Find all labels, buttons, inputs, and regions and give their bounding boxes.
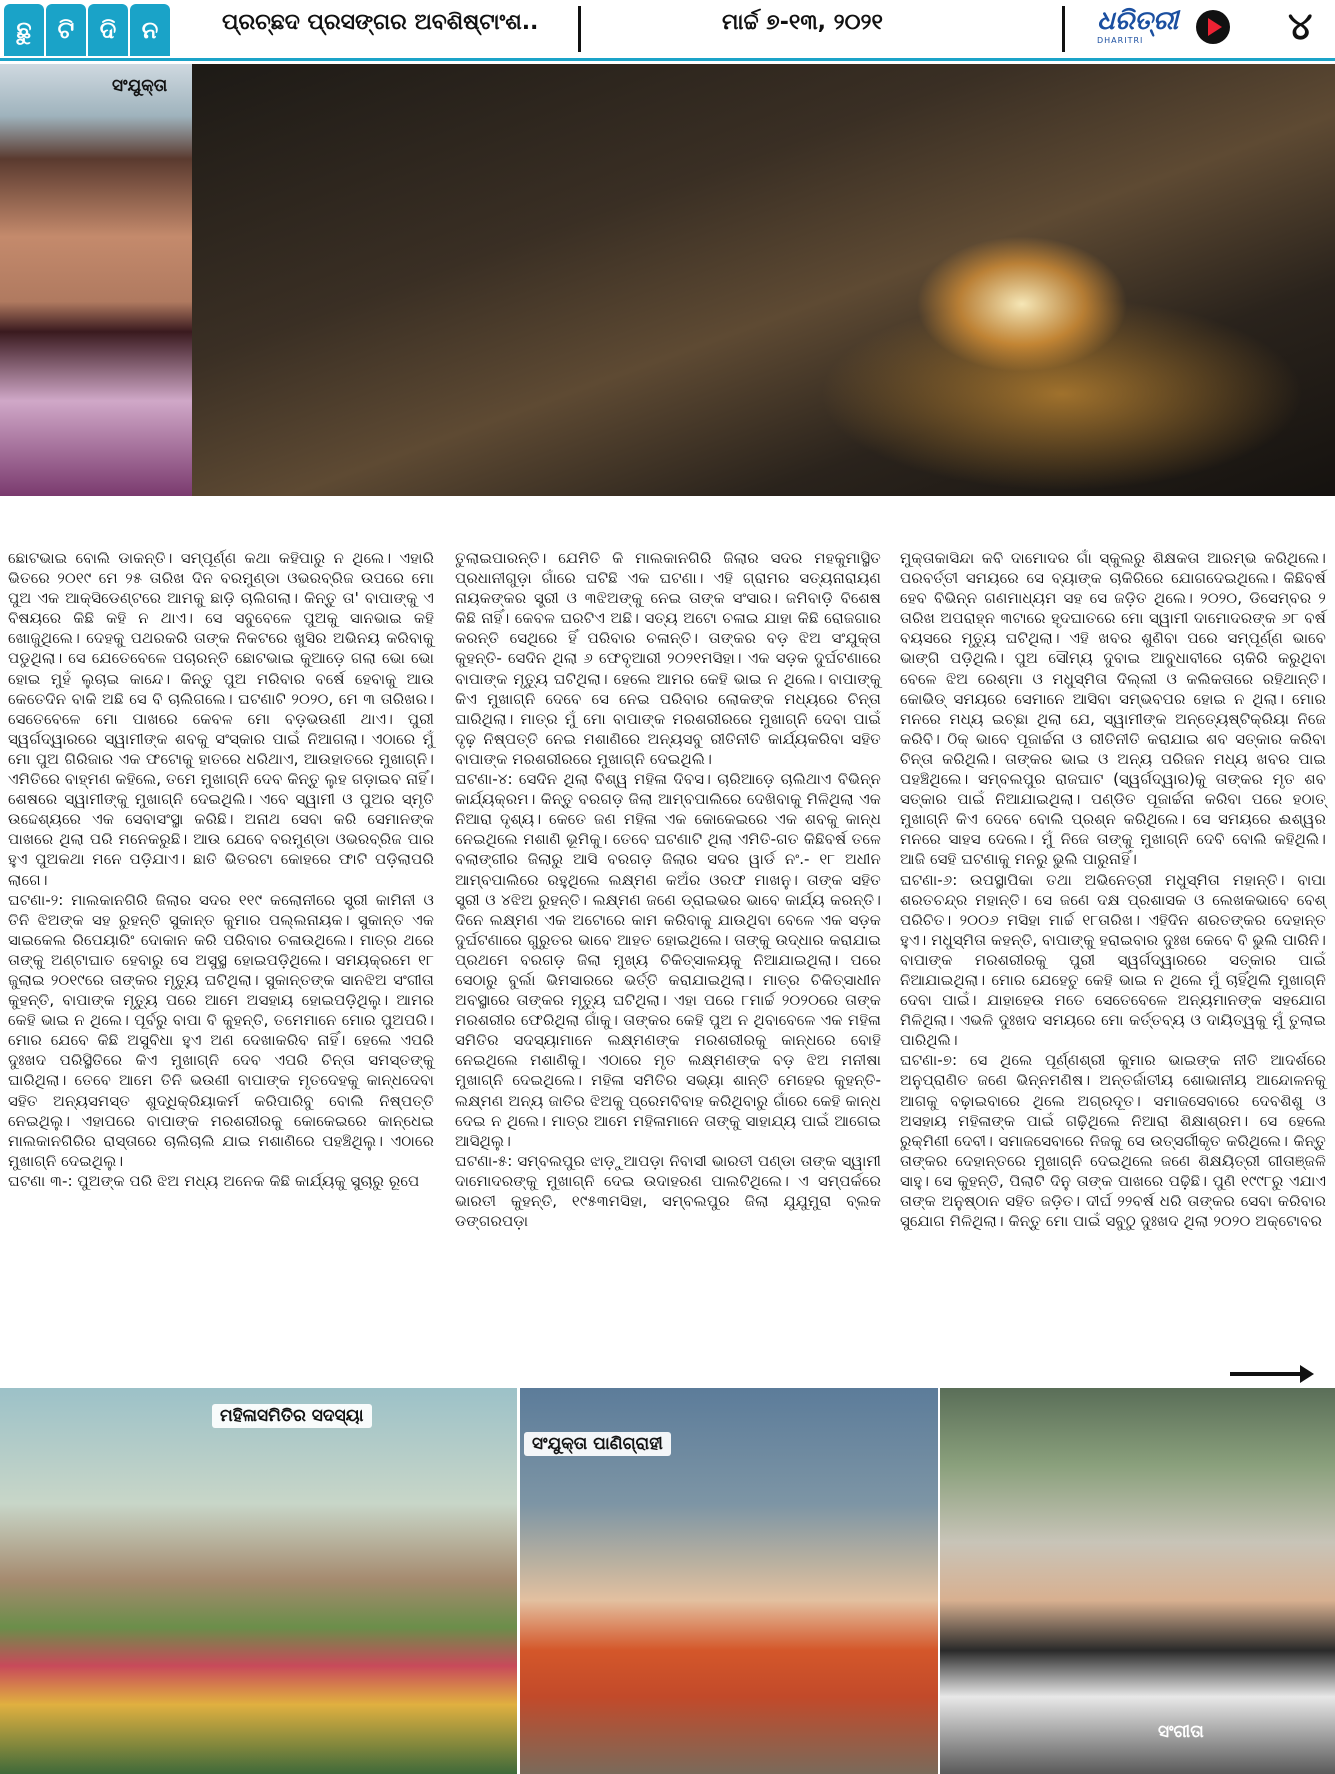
continue-arrow-icon — [1230, 1372, 1310, 1376]
paragraph: ଘଟଣା-୪: ସେଦିନ ଥିଲା ବିଶ୍ୱ ମହିଳା ଦିବସ। ଚାରିଆଡ଼େ ଚାଲିଥାଏ ବିଭିନ୍ନ କାର୍ଯ୍ୟକ୍ରମ। କିନ୍ତୁ ବରଗଡ଼ ଜିଲା ଆମ୍ବପାଲିରେ ଦେଖିବାକୁ ମିଳିଥିଲା ଏକ ନିଆରା ଦୃଶ୍ୟ। କେତେ ଜଣ ମହିଳା ଏକ କୋକେଇରେ ଏକ ଶବକୁ କାନ୍ଧ ନେଇଥିଲେ ମଶାଣି ଭୂମିକୁ। ତେବେ ଘଟଣାଟି ଥିଲା ଏମିତି-ଗତ କିଛିବର୍ଷ ତଳେ ବଲାଙ୍ଗୀର ଜିଲାରୁ ଆସି ବରଗଡ଼ ଜିଲାର ସଦର ୱାର୍ଡ ନଂ.- ୧୮ ଅଧୀନ ଆମ୍ବପାଲିରେ ରହୁଥିଲେ ଲକ୍ଷ୍ମଣ କଅଁର ଓରଫ ମାଖନୁ। ତାଙ୍କ ସହିତ ସ୍ତ୍ରୀ ଓ ୪ଝିଅ ରୁହନ୍ତି। ଲକ୍ଷ୍ମଣ ଜଣେ ଡ୍ରାଇଭର ଭାବେ କାର୍ଯ୍ୟ କରନ୍ତି। ଦିନେ ଲକ୍ଷ୍ମଣ ଏକ ଅଟୋରେ କାମ କରିବାକୁ ଯାଉଥିବା ବେଳେ ଏକ ସଡ଼କ ଦୁର୍ଘଟଣାରେ ଗୁରୁତର ଭାବେ ଆହତ ହୋଇଥିଲେ। ତାଙ୍କୁ ଉଦ୍ଧାର କରାଯାଇ ପ୍ରଥମେ ବରଗଡ଼ ଜିଲା ମୁଖ୍ୟ ଚିକିତ୍ସାଳୟକୁ ନିଆଯାଇଥିଲା। ପରେ ସେଠାରୁ ବୁର୍ଲା ଭିମସାରରେ ଭର୍ତ୍ତି କରାଯାଇଥିଲା। ମାତ୍ର ଚିକିତ୍ସାଧୀନ ଅବସ୍ଥାରେ ତାଙ୍କର ମୃତ୍ୟୁ ଘଟିଥିଲା। ଏହା ପରେ ୮ମାର୍ଚ୍ଚ ୨୦୨୦ରେ ତାଙ୍କ ମରଶରୀର ଫେରିଥିଲା ଗାଁକୁ। ତାଙ୍କର କେହି ପୁଅ ନ ଥିବାବେଳେ ଏକ ମହିଳା ସମିତିର ସଦସ୍ୟାମାନେ ଲକ୍ଷ୍ମଣଙ୍କ ମରଶରୀରକୁ କାନ୍ଧରେ ବୋହି ନେଇଥିଲେ ମଶାଣିକୁ। ଏଠାରେ ମୃତ ଲକ୍ଷ୍ମଣଙ୍କ ବଡ଼ ଝିଅ ମନୀଷା ମୁଖାଗ୍ନି ଦେଇଥିଲେ। ମହିଳା ସମିତିର ସଭ୍ୟା ଶାନ୍ତି ମେହେର କୁହନ୍ତି- ଲକ୍ଷ୍ମଣ ଅନ୍ୟ ଜାତିର ଝିଅକୁ ପ୍ରେମବିବାହ କରିଥିବାରୁ ଗାଁରେ କେହି କାନ୍ଧ ଦେଇ ନ ଥିଲେ। ମାତ୍ର ଆମେ ମହିଳାମାନେ ତାଙ୍କୁ ସାହାଯ୍ୟ ପାଇଁ ଆଗେଇ ଆସିଥିଲୁ। — [455, 770, 881, 1150]
brand-letter: ନ — [130, 4, 170, 56]
header-rule — [0, 58, 1335, 61]
paragraph: ମୁକ୍ତାକାସିନ୍ଦା କବି ଦାମୋଦର ଗାଁ ସ୍କୁଲରୁ ଶିକ୍ଷକତା ଆରମ୍ଭ କରିଥିଲେ। ପରବର୍ତ୍ତୀ ସମୟରେ ସେ ବ୍ୟାଙ୍କ ଚାକିରିରେ ଯୋଗଦେଇଥିଲେ। କିଛିବର୍ଷ ହେବ ବିଭିନ୍ନ ଗଣମାଧ୍ୟମ ସହ ସେ ଜଡ଼ିତ ଥିଲେ। ୨୦୨୦, ଡିସେମ୍ବର ୨ ତାରିଖ ଅପରାହ୍ନ ୩ଟାରେ ହୃଦଘାତରେ ମୋ ସ୍ୱାମୀ ଦାମୋଦରଙ୍କ ୬୮ ବର୍ଷ ବୟସରେ ମୃତ୍ୟୁ ଘଟିଥିଲା। ଏହି ଖବର ଶୁଣିବା ପରେ ସମ୍ପୂର୍ଣ୍ଣ ଭାବେ ଭାଙ୍ଗି ପଡ଼ିଥିଲି। ପୁଅ ସୌମ୍ୟ ଦୁବାଇ ଆବୁଧାବୀରେ ଚାକିରି କରୁଥିବା ବେଳେ ଝିଅ ରେଶ୍ମା ଓ ମଧୁସ୍ମିତା ଦିଲ୍ଲୀ ଓ କଲିକତାରେ ରହିଥାନ୍ତି। କୋଭିଡ୍ ସମୟରେ ସେମାନେ ଆସିବା ସମ୍ଭବପର ହୋଇ ନ ଥିଲା। ମୋର ମନରେ ମଧ୍ୟ ଇଚ୍ଛା ଥିଲା ଯେ, ସ୍ୱାମୀଙ୍କ ଅନ୍ତ୍ୟେଷ୍ଟିକ୍ରିୟା ନିଜେ କରିବି। ଠିକ୍ ଭାବେ ପୂଜାର୍ଚ୍ଚନା ଓ ରୀତିନୀତି କରାଯାଇ ଶବ ସତ୍କାର କରିବା ଚିନ୍ତା କରିଥିଲି। ତାଙ୍କର ଭାଇ ଓ ଅନ୍ୟ ପରିଜନ ମଧ୍ୟ ଖବର ପାଇ ପହଞ୍ଚିଥିଲେ। ସମ୍ବଲପୁର ରାଜଘାଟ (ସ୍ୱର୍ଗଦ୍ୱାର)କୁ ତାଙ୍କର ମୃତ ଶବ ସତ୍କାର ପାଇଁ ନିଆଯାଇଥିଲା। ପଣ୍ଡିତ ପୂଜାର୍ଚ୍ଚନା କରିବା ପରେ ହଠାତ୍ ମୁଖାଗ୍ନି କିଏ ଦେବେ ବୋଲି ପ୍ରଶ୍ନ କରିଥିଲେ। ସେ ସମୟରେ ଈଶ୍ୱର ମନରେ ସାହସ ଦେଲେ। ମୁଁ ନିଜେ ତାଙ୍କୁ ମୁଖାଗ୍ନି ଦେବି ବୋଲି କହିଥିଲି। ଆଜି ସେହି ଘଟଣାକୁ ମନରୁ ଭୁଲି ପାରୁନାହିଁ। — [900, 549, 1326, 869]
play-icon — [1196, 10, 1230, 44]
article-column-1 — [8, 548, 434, 1191]
paragraph: ତୁଲାଇପାରନ୍ତି। ଯେମିତି କି ମାଲକାନଗିରି ଜିଲାର ସଦର ମହକୁମାସ୍ଥିତ ପ୍ରଧାନୀଗୁଡ଼ା ଗାଁରେ ଘଟିଛି ଏକ ଘଟଣା। ଏହି ଗ୍ରାମର ସତ୍ୟନାରାୟଣ ନାୟକଙ୍କର ସ୍ତ୍ରୀ ଓ ୩ଝିଅଙ୍କୁ ନେଇ ତାଙ୍କ ସଂସାର। ଜମିବାଡ଼ି ବିଶେଷ କିଛି ନାହିଁ। କେବଳ ଘରଟିଏ ଅଛି। ସତ୍ୟ ଅଟୋ ଚଳାଇ ଯାହା କିଛି ରୋଜଗାର କରନ୍ତି ସେଥିରେ ହିଁ ପରିବାର ଚଳାନ୍ତି। ତାଙ୍କର ବଡ଼ ଝିଅ ସଂଯୁକ୍ତା କୁହନ୍ତି- ସେଦିନ ଥିଲା ୬ ଫେବୃଆରୀ ୨୦୨୧ମସିହା। ଏକ ସଡ଼କ ଦୁର୍ଘଟଣାରେ ବାପାଙ୍କ ମୃତ୍ୟୁ ଘଟିଥିଲା। ହେଲେ ଆମର କେହି ଭାଇ ନ ଥିଲେ। ବାପାଙ୍କୁ କିଏ ମୁଖାଗ୍ନି ଦେବେ ସେ ନେଇ ପରିବାର ଲୋକଙ୍କ ମଧ୍ୟରେ ଚିନ୍ତା ଘାରିଥିଲା। ମାତ୍ର ମୁଁ ମୋ ବାପାଙ୍କ ମରଶରୀରରେ ମୁଖାଗ୍ନି ଦେବା ପାଇଁ ଦୃଢ଼ ନିଷ୍ପତ୍ତି ନେଇ ମଶାଣିରେ ଅନ୍ୟସବୁ ରୀତିନୀତି କାର୍ଯ୍ୟକରିବା ସହିତ ବାପାଙ୍କ ମରଶରୀରରେ ମୁଖାଗ୍ନି ଦେଇଥିଲି। — [455, 549, 881, 768]
photo-caption: ସଂଯୁକ୍ତା ପାଣିଗ୍ରାହୀ — [524, 1432, 671, 1456]
brand-letter: ଛୁ — [4, 4, 44, 56]
section-brand — [4, 4, 170, 56]
logo-subtext: DHARITRI — [1097, 36, 1144, 45]
sanjukta-photo — [520, 1388, 938, 1774]
newspaper-logo — [1097, 6, 1195, 48]
article-column-2 — [455, 548, 881, 1231]
paragraph: ଘଟଣା-୬: ଉପସ୍ଥାପିକା ତଥା ଅଭିନେତ୍ରୀ ମଧୁସ୍ମିତା ମହାନ୍ତି। ବାପା ଶରତଚନ୍ଦ୍ର ମହାନ୍ତି। ସେ ଜଣେ ଦକ୍ଷ ପ୍ରଶାସକ ଓ ଲେଖକଭାବେ ବେଶ୍ ପରିଚିତ। ୨୦୦୬ ମସିହା ମାର୍ଚ୍ଚ ୧୮ତାରିଖ। ଏହିଦିନ ଶରତଙ୍କର ଦେହାନ୍ତ ହୁଏ। ମଧୁସ୍ମିତା କହନ୍ତି, ବାପାଙ୍କୁ ହରାଇବାର ଦୁଃଖ କେବେ ବି ଭୁଲି ପାରିନି। ବାପାଙ୍କ ମରଶରୀରକୁ ପୁରୀ ସ୍ୱର୍ଗଦ୍ୱାରରେ ସତ୍କାର ପାଇଁ ନିଆଯାଇଥିଲା। ମୋର ଯେହେତୁ କେହି ଭାଇ ନ ଥିଲେ ମୁଁ ଚାହିଁଥିଲି ମୁଖାଗ୍ନି ଦେବା ପାଇଁ। ଯାହାହେଉ ମତେ ସେତେବେଳେ ଅନ୍ୟମାନଙ୍କ ସହଯୋଗ ମିଳିଥିଲା। ଏଭଳି ଦୁଃଖଦ ସମୟରେ ମୋ କର୍ତ୍ତବ୍ୟ ଓ ଦାୟିତ୍ୱକୁ ମୁଁ ତୁଲାଇ ପାରିଥିଲି। — [900, 870, 1327, 1050]
paragraph: ଘଟଣା-୭: ସେ ଥିଲେ ପୂର୍ଣ୍ଣଶ୍ରୀ କୁମାର ଭାଇଙ୍କ ନୀତି ଆଦର୍ଶରେ ଅନୁପ୍ରାଣିତ ଜଣେ ଭିନ୍ନମଣିଷ। ଅନ୍ତର୍ଜାତୀୟ ଶୋଭାନୀୟ ଆନ୍ଦୋଳନକୁ ଆଗକୁ ବଢ଼ାଇବାରେ ଥିଲେ ଅଗ୍ରଦୂତ। ସମାଜସେବାରେ ଦେବଶିଶୁ ଓ ଅସହାୟ ମହିଳାଙ୍କ ପାଇଁ ଗଢ଼ିଥିଲେ ନିଆରା ଶିକ୍ଷାଶ୍ରମ। ସେ ହେଲେ ରୁକ୍ମିଣୀ ଦେବୀ। ସମାଜସେବାରେ ନିଜକୁ ସେ ଉତ୍ସର୍ଗୀକୃତ କରିଥିଲେ। କିନ୍ତୁ ତାଙ୍କର ଦେହାନ୍ତରେ ମୁଖାଗ୍ନି ଦେଇଥିଲେ ଜଣେ ଶିକ୍ଷୟିତ୍ରୀ ଗୀତାଞ୍ଜଳି ସାହୁ। ସେ କୁହନ୍ତି, ପିଲାଟି ଦିନୁ ତାଙ୍କ ପାଖରେ ପଢ଼ିଛି। ପୁଣି ୧୯୯୮ରୁ ଏଯାଏ ତାଙ୍କ ଅନୁଷ୍ଠାନ ସହିତ ଜଡ଼ିତ। ଦୀର୍ଘ ୨୨ବର୍ଷ ଧରି ତାଙ୍କର ସେବା କରିବାର ସୁଯୋଗ ମିଳିଥିଲା। କିନ୍ତୁ ମୋ ପାଇଁ ସବୁଠୁ ଦୁଃଖଦ ଥିଲା ୨୦୨୦ ଅକ୍ଟୋବର — [900, 1051, 1326, 1231]
paragraph: ଘଟଣା-୨: ମାଲକାନଗିରି ଜିଲାର ସଦର ୧୧୯ କଲୋନୀରେ ସ୍ତ୍ରୀ କାମିନୀ ଓ ତିନି ଝିଅଙ୍କ ସହ ରୁହନ୍ତି ସୁକାନ୍ତ କୁମାର ପଲ୍ଲନାୟକ। ସୁକାନ୍ତ ଏକ ସାଇକେଲ ରିପେୟାରିଂ ଦୋକାନ କରି ପରିବାର ଚଳାଉଥିଲେ। ମାତ୍ର ଥରେ ତାଙ୍କୁ ଅଣ୍ଟାଘାତ ହେବାରୁ ସେ ଅସୁସ୍ଥ ହୋଇପଡ଼ିଥିଲେ। ସମୟକ୍ରମେ ୧୮ ଜୁଲାଇ ୨୦୧୯ରେ ତାଙ୍କର ମୃତ୍ୟୁ ଘଟିଥିଲା। ସୁକାନ୍ତଙ୍କ ସାନଝିଅ ସଂଗୀତା କୁହନ୍ତି, ବାପାଙ୍କ ମୃତ୍ୟୁ ପରେ ଆମେ ଅସହାୟ ହୋଇପଡ଼ିଥିଲୁ। ଆମର କେହି ଭାଇ ନ ଥିଲେ। ପୂର୍ବରୁ ବାପା ବି କୁହନ୍ତି, ତମେମାନେ ମୋର ପୁଅପରି। ମୋର ଯେବେ କିଛି ଅସୁବିଧା ହୁଏ ଅଣ ଦେଖାକରିବ ନାହିଁ। ହେଲେ ଏପରି ଦୁଃଖଦ ପରିସ୍ଥିତିରେ କିଏ ମୁଖାଗ୍ନି ଦେବ ଏପରି ଚିନ୍ତା ସମସ୍ତଙ୍କୁ ଘାରିଥିଲା। ତେବେ ଆମେ ତିନି ଭଉଣୀ ବାପାଙ୍କ ମୃତଦେହକୁ କାନ୍ଧଦେବା ସହିତ ଅନ୍ୟସମସ୍ତ ଶୁଦ୍ଧିକ୍ରିୟାକର୍ମ କରିପାରିବୁ ବୋଲି ନିଷ୍ପତ୍ତି ନେଇଥିଲୁ। ଏହାପରେ ବାପାଙ୍କ ମରଶରୀରକୁ କୋକେଇରେ କାନ୍ଧେଇ ମାଲକାନଗିରିର ରାସ୍ତାରେ ଚାଲିଚାଲି ଯାଇ ମଶାଣିରେ ପହଞ୍ଚିଥିଲୁ। ଏଠାରେ ମୁଖାଗ୍ନି ଦେଇଥିଲୁ। — [8, 890, 434, 1170]
photo-caption: ମହିଳାସମିତିର ସଦସ୍ୟା — [212, 1404, 372, 1428]
paragraph: ଘଟଣା ୩-: ପୁଅଙ୍କ ପରି ଝିଅ ମଧ୍ୟ ଅନେକ କିଛି କାର୍ଯ୍ୟକୁ ସୁଚାରୁ ରୂପେ — [8, 1171, 420, 1190]
masthead — [0, 0, 1335, 62]
article-column-3 — [900, 548, 1326, 1231]
brand-letter: ଟି — [46, 4, 86, 56]
sangita-photo — [940, 1388, 1335, 1774]
page-number: ୪ — [1288, 4, 1313, 48]
women-committee-photo — [0, 1388, 517, 1774]
paragraph: ଛୋଟଭାଇ ବୋଲି ଡାକନ୍ତି। ସମ୍ପୂର୍ଣ୍ଣ କଥା କହିପାରୁ ନ ଥିଲେ। ଏହାରି ଭିତରେ ୨୦୧୯ ମେ ୨୫ ତାରିଖ ଦିନ ବରମୁଣ୍ଡା ଓଭରବ୍ରିଜ ଉପରେ ମୋ ପୁଅ ଏକ ଆକ୍ସିଡେଣ୍ଟରେ ଆମକୁ ଛାଡ଼ି ଚାଲିଗଲା। କିନ୍ତୁ ତା' ବାପାଙ୍କୁ ଏ ବିଷୟରେ କିଛି କହି ନ ଥାଏ। ସେ ସବୁବେଳେ ପୁଅକୁ ସାନଭାଇ କହି ଖୋଜୁଥିଲେ। ଦେହକୁ ପଥରକରି ତାଙ୍କ ନିକଟରେ ଖୁସିର ଅଭିନୟ କରିବାକୁ ପଡୁଥିଲା। ସେ ଯେତେବେଳେ ପଚାରନ୍ତି ଛୋଟଭାଇ କୁଆଡ଼େ ଗଲା ଭୋ ଭୋ ହୋଇ ମୁହଁ ଲୁଚାଇ କାନ୍ଦେ। କିନ୍ତୁ ପୁଅ ମରିବାର ବର୍ଷେ ହେବାକୁ ଆଉ କେତେଦିନ ବାକି ଅଛି ସେ ବି ଚାଲିଗଲେ। ଘଟଣାଟି ୨୦୨୦, ମେ ୩ ତାରିଖର। ସେତେବେଳେ ମୋ ପାଖରେ କେବଳ ମୋ ବଡ଼ଭଉଣୀ ଥାଏ। ପୁରୀ ସ୍ୱର୍ଗଦ୍ୱାରରେ ସ୍ୱାମୀଙ୍କ ଶବକୁ ସଂସ୍କାର ପାଇଁ ନିଆଗଲା। ଏଠାରେ ମୁଁ ମୋ ପୁଅ ଗିରିଜାର ଏକ ଫଟୋକୁ ହାତରେ ଧରିଥାଏ, ଆଉହାତରେ ମୁଖାଗ୍ନି। ଏମିତିରେ ବାହ୍ମଣ କହିଲେ, ତମେ ମୁଖାଗ୍ନି ଦେବ କିନ୍ତୁ ଲୁହ ଗଡ଼ାଇବ ନାହିଁ। ଶେଷରେ ସ୍ୱାମୀଙ୍କୁ ମୁଖାଗ୍ନି ଦେଇଥିଲି। ଏବେ ସ୍ୱାମୀ ଓ ପୁଅର ସ୍ମୃତି ଉଦ୍ଦେଶ୍ୟରେ ଏକ ସେବାସଂସ୍ଥା କରିଛି। ଅନାଥ ସେବା କରି ସେମାନଙ୍କ ପାଖରେ ଥିଲା ପରି ମନେକରୁଛି। ଆଉ ଯେବେ ବରମୁଣ୍ଡା ଓଭରବ୍ରିଜ ପାର ହୁଏ ପୁଅକଥା ମନେ ପଡ଼ିଯାଏ। ଛାତି ଭିତରଟା କୋହରେ ଫାଟି ପଡ଼ିଲାପରି ଲାଗେ। — [8, 549, 434, 889]
paragraph: ଘଟଣା-୫: ସମ୍ବଲପୁର ଝାଡ଼ୁଆପଡ଼ା ନିବାସୀ ଭାରତୀ ପଣ୍ଡା ତାଙ୍କ ସ୍ୱାମୀ ଦାମୋଦରଙ୍କୁ ମୁଖାଗ୍ନି ଦେଇ ଉଦାହରଣ ପାଲଟିଥିଲେ। ଏ ସମ୍ପର୍କରେ ଭାରତୀ କୁହନ୍ତି, ୧୯୫୩ମସିହା, ସମ୍ବଲପୁର ଜିଲା ଯୁଯୁମୁରା ବ୍ଲକ ଡଙ୍ଗରପଡ଼ା — [455, 1151, 881, 1231]
section-subtitle: ପ୍ରଚ୍ଛଦ ପ୍ରସଙ୍ଗର ଅବଶିଷ୍ଟାଂଶ.. — [222, 10, 539, 35]
photo-caption: ସଂଯୁକ୍ତା — [112, 76, 168, 96]
header-divider — [1062, 6, 1065, 52]
header-divider — [578, 6, 581, 52]
portrait-photo — [0, 64, 192, 496]
logo-text: ଧରିତ୍ରୀ — [1097, 6, 1179, 36]
cremation-photo — [192, 64, 1335, 496]
issue-date: ମାର୍ଚ୍ଚ ୭-୧୩, ୨୦୨୧ — [722, 10, 883, 35]
photo-caption: ସଂଗୀତା — [1158, 1722, 1204, 1742]
brand-letter: ଦି — [88, 4, 128, 56]
